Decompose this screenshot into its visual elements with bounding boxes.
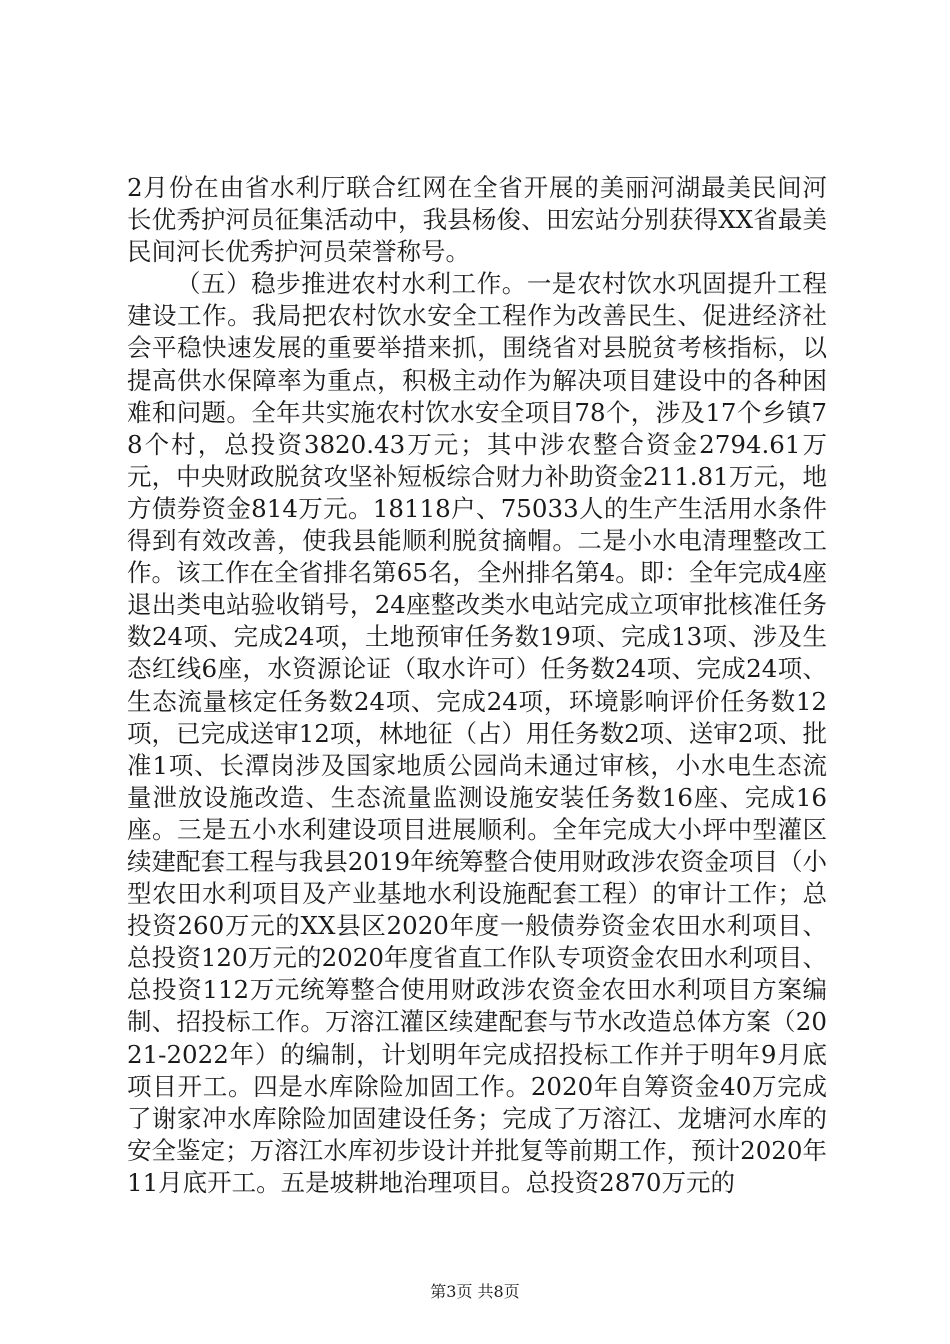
paragraph-2: （五）稳步推进农村水利工作。一是农村饮水巩固提升工程建设工作。我局把农村饮水安全工程作为改善民生、促进经济社会平稳快速发展的重要举措来抓，围绕省对县脱贫考核指标，以提高供水保障率为重点，积极主动作为解决项目建设中的各种困难和问题。全年共实施农村饮水安全项目78个，涉及17个乡镇78个村，总投资3820.43万元；其中涉农整合资金2794.61万元，中央财政脱贫攻坚补短板综合财力补助资金211.81万元，地方债券资金814万元。18118户、75033人的生产生活用水条件得到有效改善，使我县能顺利脱贫摘帽。二是小水电清理整改工作。该工作在全省排名第65名，全州排名第4。即：全年完成4座退出类电站验收销号，24座整改类水电站完成立项审批核准任务数24项、完成24项，土地预审任务数19项、完成13项、涉及生态红线6座，水资源论证（取水许可）任务数24项、完成24项、生态流量核定任务数24项、完成24项，环境影响评价任务数12项，已完成送审12项，林地征（占）用任务数2项、送审2项、批准1项、长潭岗涉及国家地质公园尚未通过审核，小水电生态流量泄放设施改造、生态流量监测设施安装任务数16座、完成16座。三是五小水利建设项目进展顺利。全年完成大小坪中型灌区续建配套工程与我县2019年统筹整合使用财政涉农资金项目（小型农田水利项目及产业基地水利设施配套工程）的审计工作；总投资260万元的XX县区2020年度一般债券资金农田水利项目、总投资120万元的2020年度省直工作队专项资金农田水利项目、总投资112万元统筹整合使用财政涉农资金农田水利项目方案编制、招投标工作。万溶江灌区续建配套与节水改造总体方案（2021-2022年）的编制，计划明年完成招投标工作并于明年9月底项目开工。四是水库除险加固工作。2020年自筹资金40万完成了谢家冲水库除险加固建设任务；完成了万溶江、龙塘河水库的安全鉴定；万溶江水库初步设计并批复等前期工作，预计2020年11月底开工。五是坡耕地治理项目。总投资2870万元的 [127,269,827,1197]
body-text [127,172,827,1199]
paragraph-1: 2月份在由省水利厅联合红网在全省开展的美丽河湖最美民间河长优秀护河员征集活动中，我县杨俊、田宏站分别获得XX省最美民间河长优秀护河员荣誉称号。 [127,173,827,267]
page-number-footer: 第3页 共8页 [430,1282,520,1301]
